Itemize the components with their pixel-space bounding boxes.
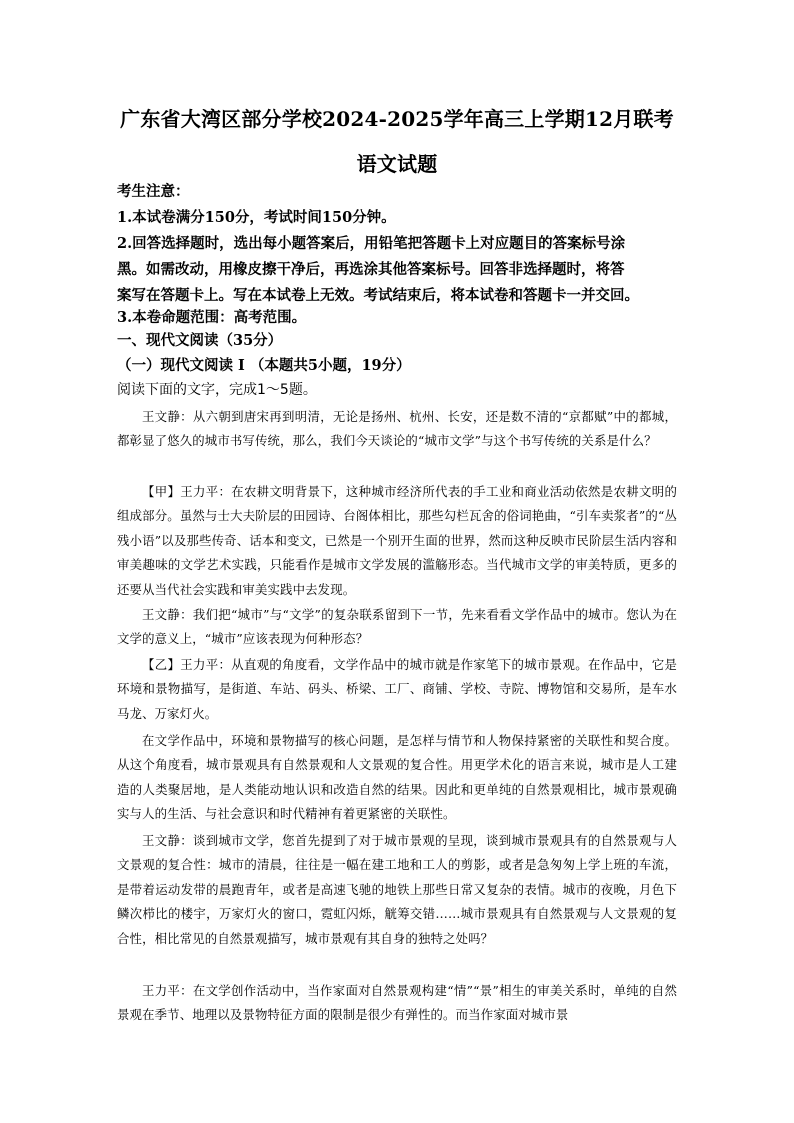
- passage-paragraph: 【甲】王力平：在农耕文明背景下，这种城市经济所代表的手工业和商业活动依然是农耕文明的组成部分。虽然与士大夫阶层的田园诗、台阁体相比，那些勾栏瓦舍的俗词艳曲，“引车卖浆者”的“丛残小语”以及那些传奇、话本和变文，已然是一个别开生面的世界，然而这种反映市民阶层生活内容和审美趣味的文学艺术实践，只能看作是城市文学发展的滥觞形态。当代城市文学的审美特质，更多的还要从当代社会实践和审美实践中去发现。: [117, 484, 677, 597]
- notice-item-2-line-3: 案写在答题卡上。写在本试卷上无效。考试结束后，将本试卷和答题卡一并交回。: [117, 287, 639, 304]
- subsection-heading: （一）现代文阅读 I （本题共5小题，19分）: [117, 357, 411, 374]
- notice-item-3: 3.本卷命题范围：高考范围。: [117, 309, 307, 326]
- exam-title: 广东省大湾区部分学校2024-2025学年高三上学期12月联考: [120, 107, 674, 131]
- passage-paragraph: 王力平：在文学创作活动中，当作家面对自然景观构建“情”“景”相生的审美关系时，单纯的自然景观在季节、地理以及景物特征方面的限制是很少有弹性的。而当作家面对城市景: [117, 983, 677, 1023]
- passage-paragraph: 王文静：谈到城市文学，您首先提到了对于城市景观的呈现，谈到城市景观具有的自然景观与人文景观的复合性：城市的清晨，往往是一幅在建工地和工人的剪影，或者是急匆匆上学上班的车流，是带着运动发带的晨跑青年，或者是高速飞驰的地铁上那些日常又复杂的表情。城市的夜晚，月色下鳞次栉比的楼宇，万家灯火的窗口，霓虹闪烁，觥筹交错……城市景观具有自然景观与人文景观的复合性，相比常见的自然景观描写，城市景观有其自身的独特之处吗？: [117, 833, 677, 946]
- section-heading: 一、现代文阅读（35分）: [117, 332, 283, 349]
- passage-paragraph: 在文学作品中，环境和景物描写的核心问题，是怎样与情节和人物保持紧密的关联性和契合度。从这个角度看，城市景观具有自然景观和人文景观的复合性。用更学术化的语言来说，城市是人工建造的人类聚居地，是人类能动地认识和改造自然的结果。因此和更单纯的自然景观相比，城市景观确实与人的生活、与社会意识和时代精神有着更紧密的关联性。: [117, 733, 677, 822]
- passage-paragraph: 王文静：我们把“城市”与“文学”的复杂联系留到下一节，先来看看文学作品中的城市。您认为在文学的意义上，“城市”应该表现为何种形态？: [117, 607, 677, 647]
- passage-paragraph: 【乙】王力平：从直观的角度看，文学作品中的城市就是作家笔下的城市景观。在作品中，它是环境和景物描写，是街道、车站、码头、桥梁、工厂、商铺、学校、寺院、博物馆和交易所，是车水马龙、万家灯火。: [117, 657, 677, 721]
- exam-subtitle: 语文试题: [356, 152, 438, 176]
- notice-item-2-line-2: 黑。如需改动，用橡皮擦干净后，再选涂其他答案标号。回答非选择题时，将答: [117, 261, 625, 278]
- notice-heading: 考生注意：: [117, 183, 190, 200]
- passage-paragraph: 王文静：从六朝到唐宋再到明清，无论是扬州、杭州、长安，还是数不清的“京都赋”中的都城，都彰显了悠久的城市书写传统，那么，我们今天谈论的“城市文学”与这个书写传统的关系是什么？: [117, 409, 677, 449]
- notice-item-2-line-1: 2.回答选择题时，选出每小题答案后，用铅笔把答题卡上对应题目的答案标号涂: [117, 235, 626, 252]
- reading-instruction: 阅读下面的文字，完成1～5题。: [117, 382, 317, 398]
- notice-item-1: 1.本试卷满分150分，考试时间150分钟。: [117, 209, 396, 226]
